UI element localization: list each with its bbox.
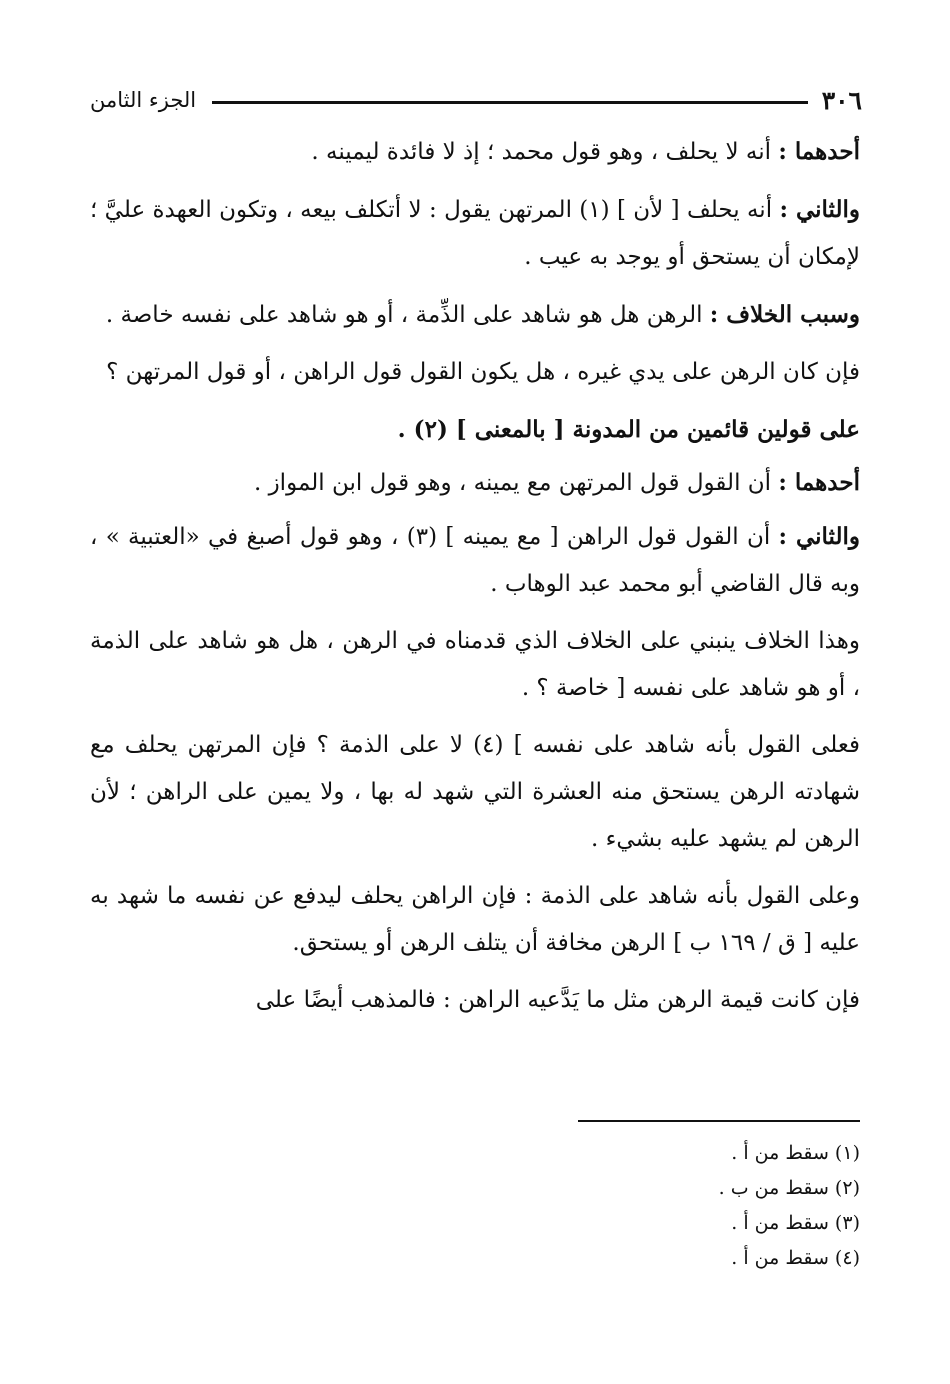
paragraph-text: أنه لا يحلف ، وهو قول محمد ؛ إذ لا فائدة ليمينه . [311,139,779,165]
paragraph-lead: أحدهما : [778,469,860,496]
section-heading: على قولين قائمين من المدونة [ بالمعنى ] (٢) . [397,416,860,443]
paragraph-text: أن القول قول الراهن [ مع يمينه ] (٣) ، وهو قول أصبغ في «العتبية » ، وبه قال القاضي أبو محمد عبد الوهاب . [90,524,860,597]
main-text [90,128,860,1034]
footnote: (١) سقط من أ . [731,1142,860,1164]
paragraph [90,291,860,339]
footnote: (٢) سقط من ب . [718,1177,860,1199]
paragraph-text: الرهن هل هو شاهد على الذِّمة ، أو هو شاهد على نفسه خاصة . [105,302,710,328]
footnote: (٤) سقط من أ . [731,1247,860,1269]
paragraph-text: فإن كانت قيمة الرهن مثل ما يَدَّعيه الراهن : فالمذهب أيضًا على [255,987,860,1013]
volume-title: الجزء الثامن [90,88,197,112]
paragraph [90,349,860,396]
paragraph-text: وعلى القول بأنه شاهد على الذمة : فإن الراهن يحلف ليدفع عن نفسه ما شهد به عليه [ ق / ١٦٩ ب ] الرهن مخافة أن يتلف الرهن أو يستحق. [90,883,860,956]
paragraph-lead: والثاني : [778,523,860,550]
paragraph-text: أنه يحلف [ لأن ] (١) المرتهن يقول : لا أتكلف بيعه ، وتكون العهدة عليَّ ؛ لإمكان أن يستحق أو يوجد به عيب . [90,197,860,270]
paragraph [90,722,860,863]
paragraph [90,459,860,507]
paragraph-lead: والثاني : [779,196,860,223]
paragraph-text: فإن كان الرهن على يدي غيره ، هل يكون القول قول الراهن ، أو قول المرتهن ؟ [106,359,860,385]
paragraph [90,618,860,712]
page-number: ٣٠٦ [821,85,862,115]
paragraph-lead: وسبب الخلاف : [709,301,860,328]
paragraph-text: فعلى القول بأنه شاهد على نفسه ] (٤) لا على الذمة ؟ فإن المرتهن يحلف مع شهادته الرهن يستحق منه العشرة التي شهد له بها ، ولا يمين على الراهن ؛ لأن الرهن لم يشهد عليه بشيء . [90,732,861,852]
paragraph [90,186,860,281]
paragraph [90,977,860,1024]
footnotes [460,1136,860,1276]
paragraph-text: أن القول قول المرتهن مع يمينه ، وهو قول ابن المواز . [253,470,779,496]
paragraph-text: وهذا الخلاف ينبني على الخلاف الذي قدمناه في الرهن ، هل هو شاهد على الذمة ، أو هو شاهد على نفسه [ خاصة ؟ . [90,628,860,701]
paragraph [90,873,860,967]
footnote-separator [578,1120,860,1122]
header-rule [212,101,808,104]
footnote: (٣) سقط من أ . [731,1212,860,1234]
running-header [90,80,862,120]
paragraph [90,513,860,608]
paragraph-lead: أحدهما : [778,138,860,165]
paragraph [90,128,860,176]
